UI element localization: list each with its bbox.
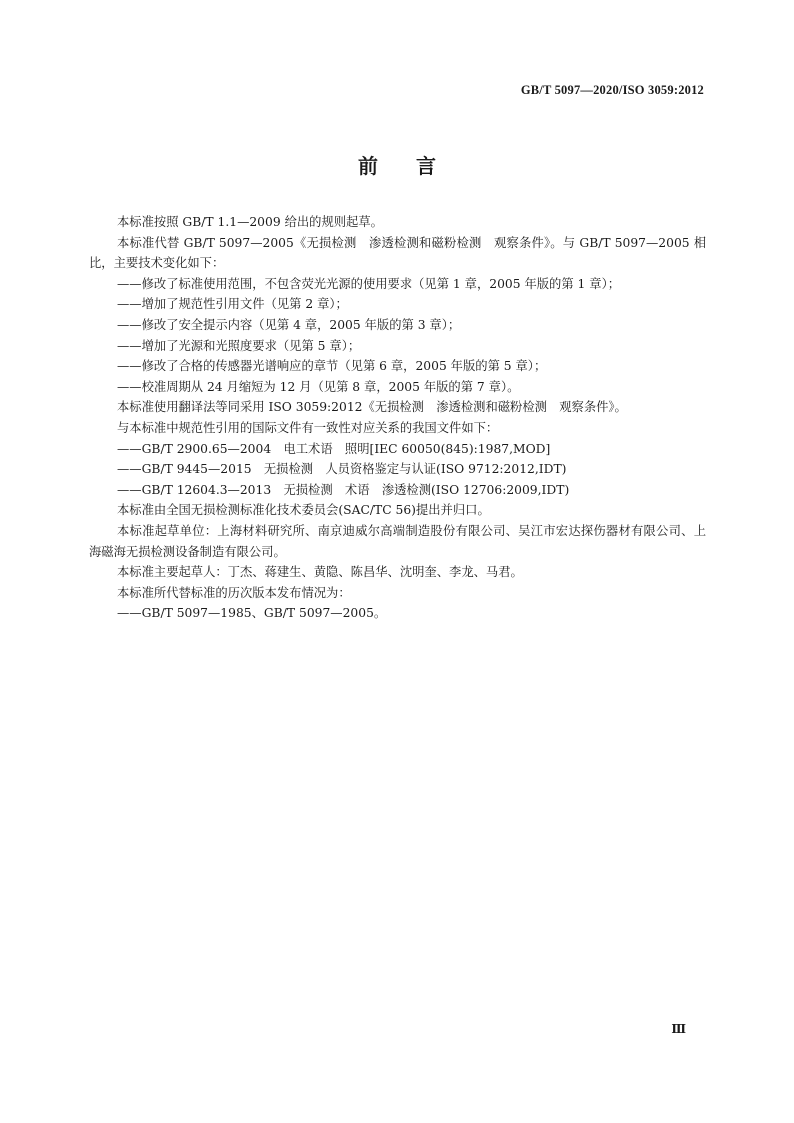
paragraph-drafters: 本标准主要起草人：丁杰、蒋建生、黄隐、陈昌华、沈明奎、李龙、马君。: [117, 565, 523, 580]
list-item-change: ——修改了合格的传感器光谱响应的章节（见第 6 章，2005 年版的第 5 章）；: [117, 359, 547, 374]
title-char-2: 言: [416, 154, 436, 178]
list-item-reference: ——GB/T 12604.3—2013 无损检测 术语 渗透检测(ISO 12706:2009,IDT): [117, 482, 570, 497]
list-item-change: ——增加了光源和光照度要求（见第 5 章）；: [117, 338, 361, 353]
paragraph-replaces: 本标准代替 GB/T 5097—2005《无损检测 渗透检测和磁粉检测 观察条件》。与 GB/T 5097—2005 相比，主要技术变化如下：: [89, 235, 706, 271]
list-item-history: ——GB/T 5097—1985、GB/T 5097—2005。: [117, 606, 387, 621]
list-item-reference: ——GB/T 2900.65—2004 电工术语 照明[IEC 60050(845):1987,MOD]: [117, 441, 551, 456]
paragraph-drafting-rules: 本标准按照 GB/T 1.1—2009 给出的规则起草。: [117, 215, 383, 229]
list-item-change: ——增加了规范性引用文件（见第 2 章）；: [117, 297, 348, 312]
list-item-change: ——校准周期从 24 月缩短为 12 月（见第 8 章，2005 年版的第 7 章）。: [117, 379, 520, 394]
paragraph-adoption: 本标准使用翻译法等同采用 ISO 3059:2012《无损检测 渗透检测和磁粉检测 观察条件》。: [117, 400, 627, 415]
page-number: Ⅲ: [671, 1022, 686, 1036]
list-item-change: ——修改了安全提示内容（见第 4 章，2005 年版的第 3 章）；: [117, 317, 461, 332]
document-code: GB/T 5097—2020/ISO 3059:2012: [520, 83, 704, 97]
foreword-body: [89, 212, 706, 624]
paragraph-drafting-units: 本标准起草单位：上海材料研究所、南京迪威尔高端制造股份有限公司、吴江市宏达探伤器材有限公司、上海磁海无损检测设备制造有限公司。: [89, 523, 706, 559]
list-item-reference: ——GB/T 9445—2015 无损检测 人员资格鉴定与认证(ISO 9712:2012,IDT): [117, 462, 567, 477]
paragraph-proposer: 本标准由全国无损检测标准化技术委员会(SAC/TC 56)提出并归口。: [117, 503, 490, 518]
title-char-1: 前: [358, 154, 378, 178]
list-item-change: ——修改了标准使用范围，不包含荧光光源的使用要求（见第 1 章，2005 年版的第 1 章）；: [117, 276, 621, 291]
page-title: [0, 150, 794, 179]
paragraph-correspondence: 与本标准中规范性引用的国际文件有一致性对应关系的我国文件如下：: [117, 420, 499, 435]
paragraph-history: 本标准所代替标准的历次版本发布情况为：: [117, 585, 351, 600]
